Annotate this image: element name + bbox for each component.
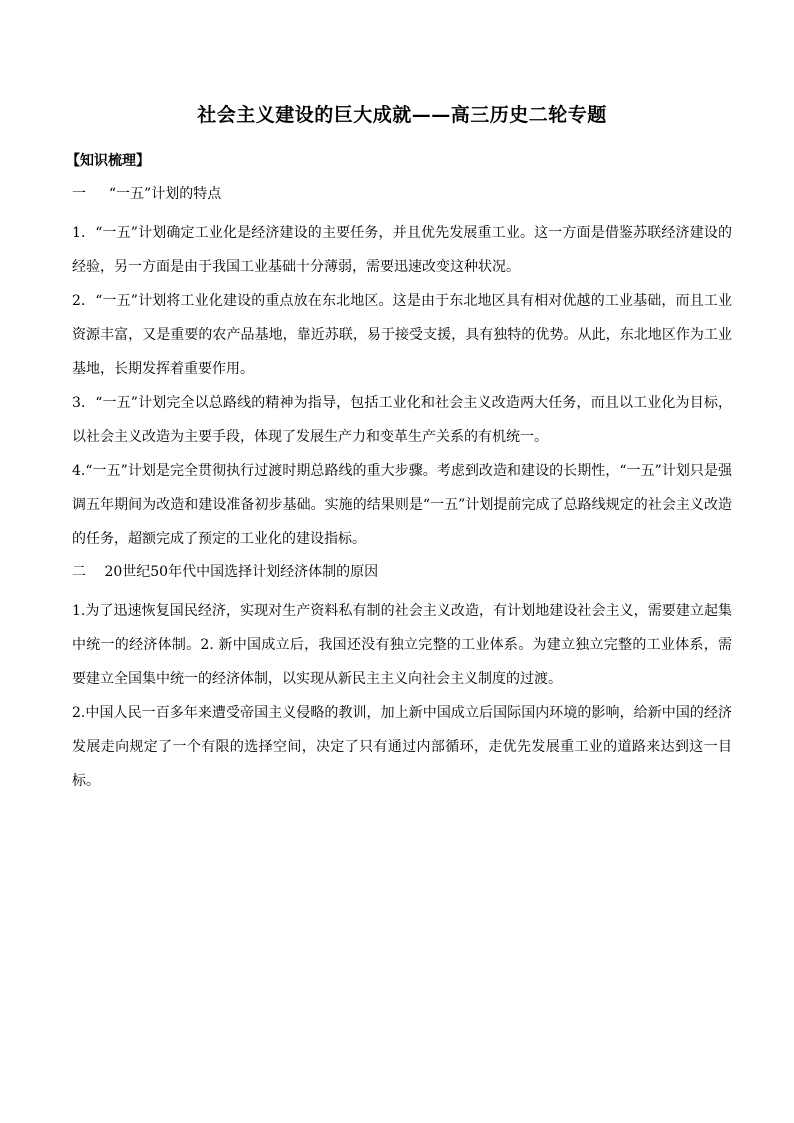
part2-paragraph-2: 2.中国人民一百多年来遭受帝国主义侵略的教训，加上新中国成立后国际国内环境的影响，给新中国的经济发展走向规定了一个有限的选择空间，决定了只有通过内部循环，走优先发展重工业的道路来达到这一目标。 xyxy=(72,705,732,789)
document-page xyxy=(66,100,732,798)
part1-heading: 一 “一五”计划的特点 xyxy=(72,186,222,202)
part2-heading: 二 20世纪50年代中国选择计划经济体制的原因 xyxy=(72,564,379,580)
part1-paragraph-1: 1．“一五”计划确定工业化是经济建设的主要任务，并且优先发展重工业。这一方面是借鉴苏联经济建设的经验，另一方面是由于我国工业基础十分薄弱，需要迅速改变这种状况。 xyxy=(72,225,732,275)
part2-paragraph-1: 1.为了迅速恢复国民经济，实现对生产资料私有制的社会主义改造，有计划地建设社会主义，需要建立起集中统一的经济体制。2. 新中国成立后，我国还没有独立完整的工业体系。为建立独立完整的工业体系，需要建立全国集中统一的经济体制，以实现从新民主主义向社会主义制度的过渡。 xyxy=(72,603,732,687)
section-label: 【知识梳理】 xyxy=(66,153,150,169)
part1-paragraph-4: 4.“一五”计划是完全贯彻执行过渡时期总路线的重大步骤。考虑到改造和建设的长期性，“一五”计划只是强调五年期间为改造和建设准备初步基础。实施的结果则是“一五”计划提前完成了总路线规定的社会主义改造的任务，超额完成了预定的工业化的建设指标。 xyxy=(72,463,732,547)
part1-paragraph-3: 3．“一五”计划完全以总路线的精神为指导，包括工业化和社会主义改造两大任务，而且以工业化为目标，以社会主义改造为主要手段，体现了发展生产力和变革生产关系的有机统一。 xyxy=(72,395,732,445)
part1-paragraph-2: 2．“一五”计划将工业化建设的重点放在东北地区。这是由于东北地区具有相对优越的工业基础，而且工业资源丰富，又是重要的农产品基地，靠近苏联，易于接受支援，具有独特的优势。从此，东北地区作为工业基地，长期发挥着重要作用。 xyxy=(72,293,732,377)
document-title: 社会主义建设的巨大成就——高三历史二轮专题 xyxy=(197,104,607,126)
